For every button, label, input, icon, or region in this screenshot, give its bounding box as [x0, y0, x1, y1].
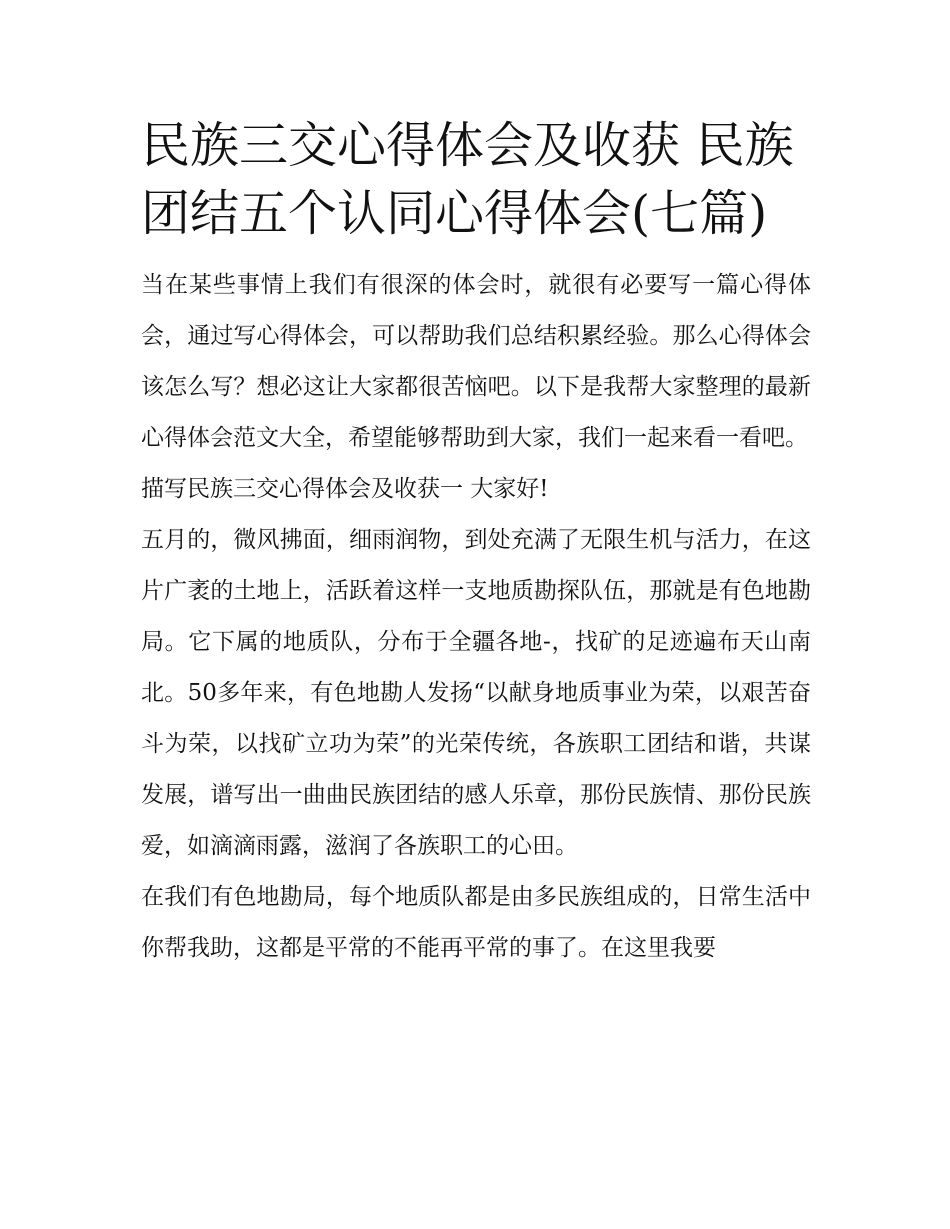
intro-paragraph: 当在某些事情上我们有很深的体会时，就很有必要写一篇心得体会，通过写心得体会，可以帮助我们总结积累经验。那么心得体会该怎么写？想必这让大家都很苦恼吧。以下是我帮大家整理的最新心得体会范文大全，希望能够帮助到大家，我们一起来看一看吧。 — [141, 272, 811, 451]
body-paragraph: 在我们有色地勘局，每个地质队都是由多民族组成的，日常生活中你帮我助，这都是平常的不能再平常的事了。在这里我要 — [141, 884, 811, 961]
body-paragraph: 五月的，微风拂面，细雨润物，到处充满了无限生机与活力，在这片广袤的土地上，活跃着这样一支地质勘探队伍，那就是有色地勘局。它下属的地质队，分布于全疆各地-，找矿的足迹遍布天山南北。50多年来，有色地勘人发扬“以献身地质事业为荣，以艰苦奋斗为荣，以找矿立功为荣”的光荣传统，各族职工团结和谐，共谋发展，谱写出一曲曲民族团结的感人乐章，那份民族情、那份民族爱，如滴滴雨露，滋润了各族职工的心田。 — [141, 527, 811, 859]
document-body — [141, 112, 811, 974]
document-title: 民族三交心得体会及收获 民族团结五个认同心得体会(七篇) — [141, 117, 794, 242]
section-heading: 描写民族三交心得体会及收获一 大家好! — [141, 476, 549, 502]
